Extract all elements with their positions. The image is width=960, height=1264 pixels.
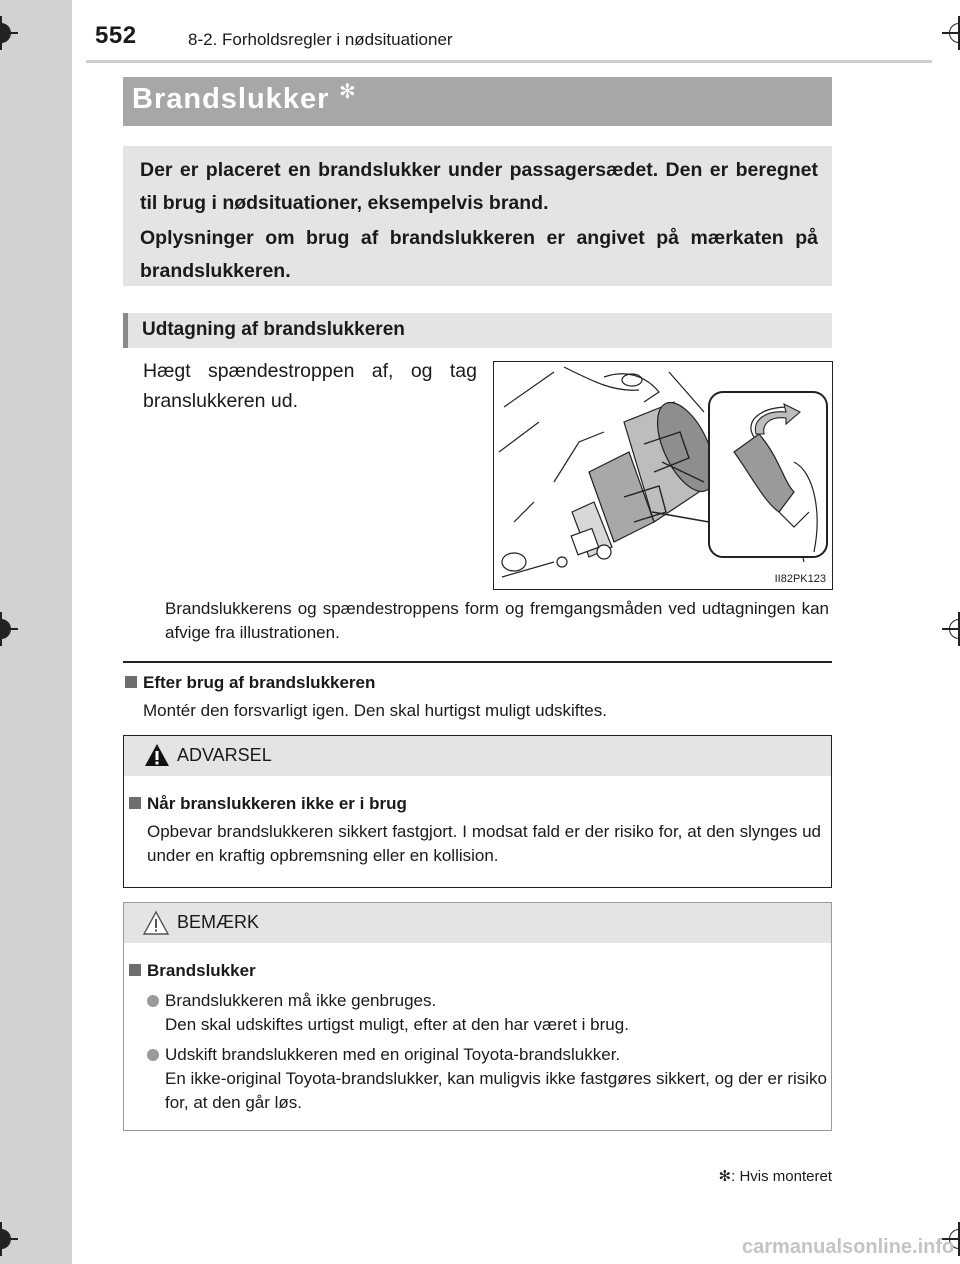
subsection-band [123, 313, 832, 348]
notice-item-1-line-2: Den skal udskiftes urtigst muligt, efter at den har været i brug. [165, 1015, 629, 1034]
registration-mark-icon [942, 16, 960, 50]
intro-paragraph-2: Oplysninger om brug af brandslukkeren er angivet på mærkaten på brandslukkeren. [140, 227, 818, 282]
optional-marker: ✻ [339, 81, 356, 103]
subsection-title: Udtagning af brandslukkeren [142, 319, 405, 340]
registration-mark-icon [0, 612, 18, 646]
footnote-marker: ✻ [718, 1168, 732, 1185]
square-bullet-icon [129, 797, 141, 809]
notice-heading [129, 961, 256, 981]
footnote [700, 1167, 832, 1185]
notice-item-2-line-1: Udskift brandslukkeren med en original Toyota-brandslukker. [165, 1045, 621, 1064]
round-bullet-icon [147, 1049, 159, 1061]
section-title: Brandslukker [132, 83, 330, 115]
section-divider [123, 661, 832, 663]
notice-item-2-line-2: En ikke-original Toyota-brandslukker, kan muligvis ikke fastgøres sikkert, og der er risiko for, at den går løs. [165, 1069, 828, 1112]
intro-box [123, 146, 832, 286]
notice-heading-text: Brandslukker [147, 961, 256, 980]
notice-item-2 [147, 1043, 827, 1115]
extinguisher-drawing [494, 362, 832, 589]
square-bullet-icon [125, 676, 137, 688]
warning-header [124, 736, 831, 776]
page-number: 552 [95, 22, 137, 49]
extinguisher-illustration [493, 361, 833, 590]
warning-icon [144, 743, 170, 767]
intro-paragraph-1: Der er placeret en brandslukker under passagersædet. Den er beregnet til brug i nødsituationer, eksempelvis brand. [140, 159, 818, 214]
warning-label: ADVARSEL [177, 745, 272, 765]
registration-mark-icon [0, 16, 18, 50]
round-bullet-icon [147, 995, 159, 1007]
warning-text: Opbevar brandslukkeren sikkert fastgjort. I modsat fald er der risiko for, at den slynges ud under en kraftig opbremsning eller en kollision. [147, 822, 821, 865]
warning-heading [129, 794, 407, 814]
figure-code: II82PK123 [774, 573, 826, 585]
watermark: carmanualsonline.info [742, 1236, 955, 1258]
header-rule [86, 60, 932, 63]
warning-heading-text: Når branslukkeren ikke er i brug [147, 794, 407, 813]
square-bullet-icon [129, 964, 141, 976]
after-use-heading-text: Efter brug af brandslukkeren [143, 673, 376, 692]
notice-label: BEMÆRK [177, 912, 260, 932]
registration-mark-icon [0, 1222, 18, 1256]
after-use-heading [125, 673, 375, 693]
after-use-text: Montér den forsvarligt igen. Den skal hurtigst muligt udskiftes. [143, 701, 607, 720]
footnote-text: : Hvis monteret [731, 1168, 832, 1185]
chapter-title: 8-2. Forholdsregler i nødsituationer [188, 30, 453, 49]
notice-box [123, 902, 832, 1131]
warning-box [123, 735, 832, 888]
step-text: Hægt spændestroppen af, og tag branslukkeren ud. [143, 360, 477, 412]
notice-item-1 [147, 989, 827, 1037]
notice-item-1-line-1: Brandslukkeren må ikke genbruges. [165, 991, 437, 1010]
caution-outline-icon [142, 910, 170, 936]
figure-caption: Brandslukkerens og spændestroppens form og fremgangsmåden ved udtagningen kan afvige fra illustrationen. [165, 599, 829, 642]
registration-mark-icon [942, 612, 960, 646]
section-title-band [123, 77, 832, 126]
notice-header [124, 903, 831, 943]
